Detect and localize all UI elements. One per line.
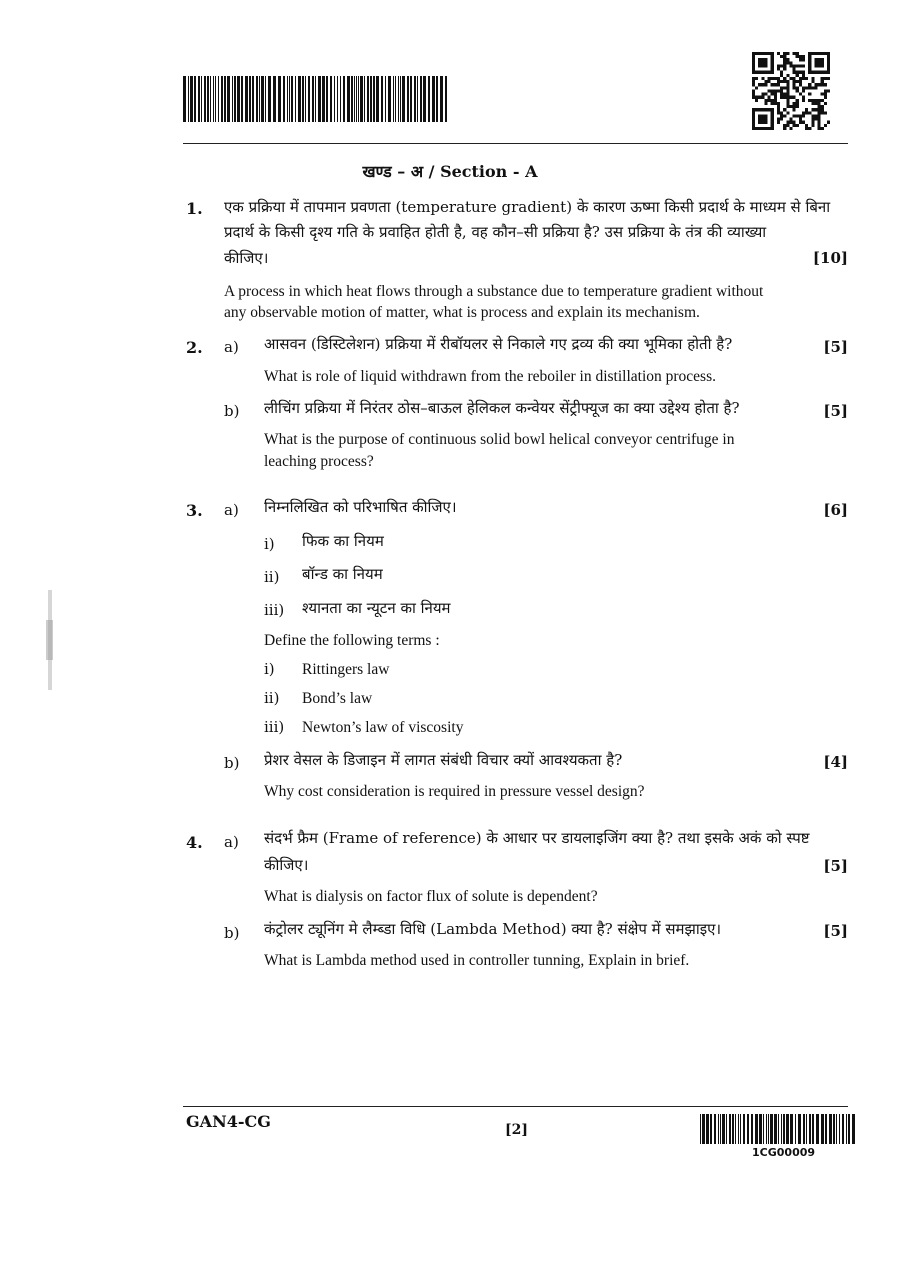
q3a-english: Define the following terms : xyxy=(264,632,440,649)
q1-english-line-2: any observable motion of matter, what is process and explain its mechanism. xyxy=(224,304,700,321)
q2b-english-line-2: leaching process? xyxy=(264,453,374,470)
q4b-english: What is Lambda method used in controller tunning, Explain in brief. xyxy=(264,952,690,969)
sub-question-label: b) xyxy=(224,402,240,420)
q4a-marks: [5] xyxy=(823,857,848,875)
footer-rule xyxy=(183,1106,848,1107)
q2a-hindi: आसवन (डिस्टिलेशन) प्रक्रिया में रीबॉयलर से निकाले गए द्रव्य की क्या भूमिका होती है? xyxy=(264,335,733,353)
page-number: [2] xyxy=(505,1122,528,1138)
scan-artifact xyxy=(40,580,62,700)
list-item-number: ii) xyxy=(264,568,280,586)
list-item: श्यानता का न्यूटन का नियम xyxy=(302,599,451,617)
q3b-hindi: प्रेशर वेसल के डिजाइन में लागत संबंधी विचार क्यों आवश्यकता है? xyxy=(264,751,623,769)
q1-hindi-line-1: एक प्रक्रिया में तापमान प्रवणता (temperature gradient) के कारण ऊष्मा किसी प्रदार्थ के माध्यम से बिना xyxy=(224,198,831,216)
q2a-marks: [5] xyxy=(823,338,848,356)
q4b-hindi: कंट्रोलर ट्यूनिंग मे लैम्ब्डा विधि (Lambda Method) क्या है? संक्षेप में समझाइए। xyxy=(264,920,722,938)
list-item-number: i) xyxy=(264,535,275,553)
question-number: 2. xyxy=(186,338,203,357)
sub-question-label: a) xyxy=(224,501,239,519)
q3b-marks: [4] xyxy=(823,753,848,771)
list-item: Rittingers law xyxy=(302,661,390,678)
q1-marks: [10] xyxy=(812,249,848,267)
q3b-english: Why cost consideration is required in pressure vessel design? xyxy=(264,783,645,800)
barcode-label: 1CG00009 xyxy=(752,1146,816,1159)
q1-english-line-1: A process in which heat flows through a substance due to temperature gradient without xyxy=(224,283,764,300)
list-item: फिक का नियम xyxy=(302,532,384,550)
header-rule xyxy=(183,143,848,144)
sub-question-label: a) xyxy=(224,338,239,356)
paper-code: GAN4-CG xyxy=(186,1112,271,1131)
top-barcode xyxy=(183,76,448,122)
list-item-number: i) xyxy=(264,660,275,678)
list-item-number: ii) xyxy=(264,689,280,707)
question-number: 1. xyxy=(186,199,203,218)
footer-barcode xyxy=(700,1114,858,1144)
q4a-hindi-line-1: संदर्भ फ्रैम (Frame of reference) के आधार पर डायलाइजिंग क्या है? तथा इसके अकं को स्पष्ट xyxy=(264,829,810,847)
list-item: Newton’s law of viscosity xyxy=(302,719,464,736)
list-item: बॉन्ड का नियम xyxy=(302,565,383,583)
question-number: 3. xyxy=(186,501,203,520)
q2a-english: What is role of liquid withdrawn from the reboiler in distillation process. xyxy=(264,368,716,385)
question-number: 4. xyxy=(186,833,203,852)
qr-code xyxy=(752,52,830,130)
list-item: Bond’s law xyxy=(302,690,373,707)
sub-question-label: b) xyxy=(224,924,240,942)
sub-question-label: b) xyxy=(224,754,240,772)
section-title: खण्ड – अ / Section - A xyxy=(362,162,538,181)
q1-hindi-line-3: कीजिए। xyxy=(224,249,269,267)
sub-question-label: a) xyxy=(224,833,239,851)
q4a-hindi-line-2: कीजिए। xyxy=(264,856,309,874)
q2b-marks: [5] xyxy=(823,402,848,420)
q3a-marks: [6] xyxy=(823,501,848,519)
q2b-hindi: लीचिंग प्रक्रिया में निरंतर ठोस–बाऊल हेलिकल कन्वेयर सेंट्रीफ्यूज का क्या उद्देश्य होता है? xyxy=(264,399,740,417)
list-item-number: iii) xyxy=(264,718,285,736)
list-item-number: iii) xyxy=(264,601,285,619)
q2b-english-line-1: What is the purpose of continuous solid bowl helical conveyor centrifuge in xyxy=(264,431,735,448)
q4a-english: What is dialysis on factor flux of solute is dependent? xyxy=(264,888,598,905)
q4b-marks: [5] xyxy=(823,922,848,940)
q1-hindi-line-2: प्रदार्थ के किसी दृश्य गति के प्रवाहित होती है, वह कौन–सी प्रक्रिया है? उस प्रक्रिया के तंत्र की व्याख्या xyxy=(224,223,767,241)
q3a-hindi: निम्नलिखित को परिभाषित कीजिए। xyxy=(264,498,457,516)
